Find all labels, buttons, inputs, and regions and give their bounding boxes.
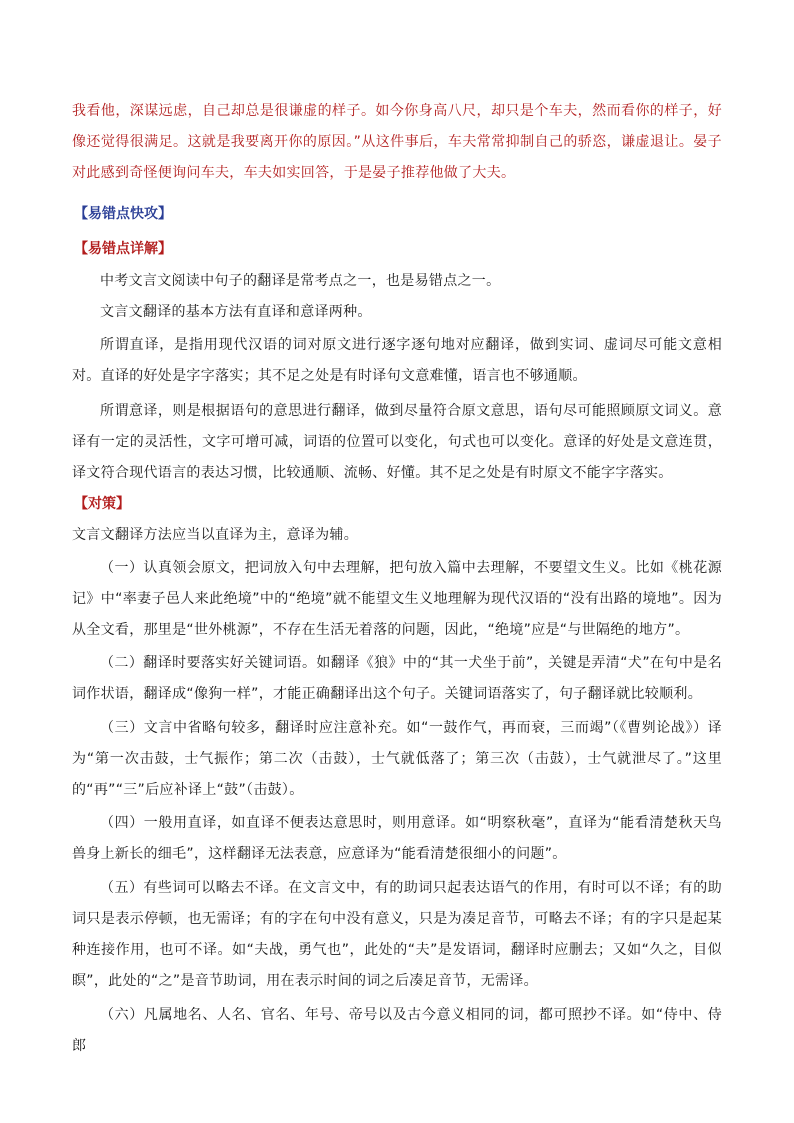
intro-story-paragraph: 我看他，深谋远虑，自己却总是很谦虚的样子。如今你身高八尺，却只是个车夫，然而看你的样子，好像还觉得很满足。这就是我要离开你的原因。”从这件事后，车夫常常抑制自己的骄恣，谦虚退让。晏子对此感到奇怪便询问车夫，车夫如实回答，于是晏子推荐他做了大夫。 <box>72 103 722 181</box>
strategy-intro: 文言文翻译方法应当以直译为主，意译为辅。 <box>72 527 358 543</box>
strategy-item-2: （二）翻译时要落实好关键词语。如翻译《狼》中的“其一犬坐于前”，关键是弄清“犬”在句中是名词作状语，翻译成“像狗一样”，才能正确翻译出这个句子。关键词语落实了，句子翻译就比较顺利。 <box>72 655 722 702</box>
section-title: 【易错点快攻】 <box>74 206 172 222</box>
strategy-item-4: （四）一般用直译，如直译不便表达意思时，则用意译。如“明察秋毫”，直译为“能看清楚秋天鸟兽身上新长的细毛”，这样翻译无法表意，应意译为“能看清楚很细小的问题”。 <box>72 815 722 862</box>
strategy-item-1: （一）认真领会原文，把词放入句中去理解，把句放入篇中去理解，不要望文生义。比如《桃花源记》中“率妻子邑人来此绝境”中的“绝境”就不能望文生义地理解为现代汉语的“没有出路的境地”。因为从全文看，那里是“世外桃源”，不存在生活无着落的问题，因此，“绝境”应是“与世隔绝的地方”。 <box>72 560 722 638</box>
detail-paragraph-4: 所谓意译，则是根据语句的意思进行翻译，做到尽量符合原文意思，语句尽可能照顾原文词义。意译有一定的灵活性，文字可增可减，词语的位置可以变化，句式也可以变化。意译的好处是文意连贯，译文符合现代语言的表达习惯，比较通顺、流畅、好懂。其不足之处是有时原文不能字字落实。 <box>72 403 722 481</box>
detail-paragraph-1: 中考文言文阅读中句子的翻译是常考点之一，也是易错点之一。 <box>100 273 501 289</box>
detail-paragraph-3: 所谓直译，是指用现代汉语的词对原文进行逐字逐句地对应翻译，做到实词、虚词尽可能文意相对。直译的好处是字字落实；其不足之处是有时译句文意难懂，语言也不够通顺。 <box>72 337 722 384</box>
detail-heading: 【易错点详解】 <box>74 241 172 257</box>
strategy-item-3: （三）文言中省略句较多，翻译时应注意补充。如“一鼓作气，再而衰，三而竭”（《曹刿论战》）译为“第一次击鼓，士气振作；第二次（击鼓），士气就低落了；第三次（击鼓），士气就泄尽了。”这里的“再”“三”后应补译上“鼓”（击鼓）。 <box>72 720 722 798</box>
detail-paragraph-2: 文言文翻译的基本方法有直译和意译两种。 <box>100 304 372 320</box>
strategy-item-6: （六）凡属地名、人名、官名、年号、帝号以及古今意义相同的词，都可照抄不译。如“侍中、侍郎 <box>72 1007 722 1054</box>
strategy-item-5: （五）有些词可以略去不译。在文言文中，有的助词只起表达语气的作用，有时可以不译；有的助词只是表示停顿，也无需译；有的字在句中没有意义，只是为凑足音节，可略去不译；有的字只是起某种连接作用，也可不译。如“夫战，勇气也”，此处的“夫”是发语词，翻译时应删去；又如“久之，目似瞑”，此处的“之”是音节助词，用在表示时间的词之后凑足音节，无需译。 <box>72 880 722 989</box>
strategy-heading: 【对策】 <box>74 496 130 512</box>
